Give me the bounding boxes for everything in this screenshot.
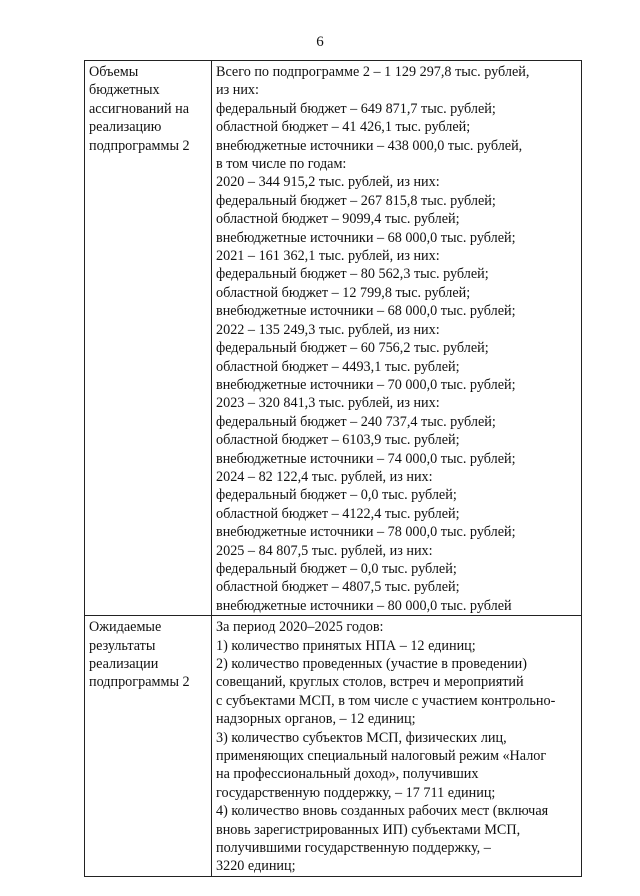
row-label-cell	[85, 616, 212, 877]
text-line: областной бюджет – 12 799,8 тыс. рублей;	[216, 284, 471, 301]
text-line: внебюджетные источники – 78 000,0 тыс. рублей;	[216, 524, 516, 541]
text-line: 2021 – 161 362,1 тыс. рублей, из них:	[216, 248, 440, 265]
row-label-line: реализации	[89, 656, 159, 672]
text-line: внебюджетные источники – 80 000,0 тыс. рублей	[216, 597, 512, 614]
text-line: внебюджетные источники – 438 000,0 тыс. рублей,	[216, 137, 523, 154]
text-line: внебюджетные источники – 74 000,0 тыс. рублей;	[216, 450, 516, 467]
text-line: на профессиональный доход», получивших	[216, 766, 479, 783]
row-label-line: реализацию	[89, 119, 162, 136]
text-line: 4) количество вновь созданных рабочих мест (включая	[216, 803, 549, 820]
text-line: областной бюджет – 6103,9 тыс. рублей;	[216, 432, 460, 449]
text-line: 3220 единиц;	[216, 858, 296, 875]
text-line: 3) количество субъектов МСП, физических лиц,	[216, 729, 507, 746]
text-line: областной бюджет – 4122,4 тыс. рублей;	[216, 505, 460, 522]
text-line: областной бюджет – 4807,5 тыс. рублей;	[216, 579, 460, 596]
text-line: За период 2020–2025 годов:	[216, 619, 384, 636]
text-line: 2020 – 344 915,2 тыс. рублей, из них:	[216, 174, 440, 191]
text-line: в том числе по годам:	[216, 156, 347, 173]
text-line: с субъектами МСП, в том числе с участием контрольно-	[216, 692, 556, 709]
subprogram-passport-table	[84, 60, 582, 877]
row-label-line: Объемы	[89, 64, 139, 80]
row-label-line: подпрограммы 2	[89, 137, 190, 154]
text-line: надзорных органов, – 12 единиц;	[216, 711, 416, 728]
text-line: государственную поддержку, – 17 711 единиц;	[216, 784, 496, 801]
results-content-cell	[212, 616, 582, 877]
row-label-line: результаты	[89, 637, 156, 654]
table-row-expected-results	[85, 616, 582, 877]
row-label-cell	[85, 61, 212, 616]
text-line: областной бюджет – 4493,1 тыс. рублей;	[216, 358, 460, 375]
text-line: 2025 – 84 807,5 тыс. рублей, из них:	[216, 542, 433, 559]
row-label-line: бюджетных	[89, 82, 160, 99]
text-line: вновь зарегистрированных ИП) субъектами МСП,	[216, 821, 521, 838]
text-line: федеральный бюджет – 0,0 тыс. рублей;	[216, 487, 457, 504]
text-line: 2024 – 82 122,4 тыс. рублей, из них:	[216, 468, 433, 485]
text-line: Всего по подпрограмме 2 – 1 129 297,8 тыс. рублей,	[216, 64, 530, 80]
text-line: совещаний, круглых столов, встреч и мероприятий	[216, 674, 524, 691]
row-label-line: подпрограммы 2	[89, 674, 190, 691]
table-row-budget-allocations	[85, 61, 582, 616]
text-line: областной бюджет – 41 426,1 тыс. рублей;	[216, 119, 471, 136]
row-label-line: Ожидаемые	[89, 619, 162, 636]
text-line: федеральный бюджет – 60 756,2 тыс. рублей;	[216, 340, 489, 357]
text-line: областной бюджет – 9099,4 тыс. рублей;	[216, 211, 460, 228]
text-line: федеральный бюджет – 0,0 тыс. рублей;	[216, 560, 457, 577]
text-line: 2) количество проведенных (участие в проведении)	[216, 656, 527, 672]
text-line: федеральный бюджет – 649 871,7 тыс. рублей;	[216, 100, 496, 117]
text-line: федеральный бюджет – 80 562,3 тыс. рублей;	[216, 266, 489, 283]
text-line: федеральный бюджет – 240 737,4 тыс. рублей;	[216, 413, 496, 430]
text-line: федеральный бюджет – 267 815,8 тыс. рублей;	[216, 192, 496, 209]
text-line: 2022 – 135 249,3 тыс. рублей, из них:	[216, 321, 440, 338]
text-line: получившими государственную поддержку, –	[216, 840, 491, 857]
budget-content-cell	[212, 61, 582, 616]
text-line: из них:	[216, 82, 259, 99]
text-line: внебюджетные источники – 68 000,0 тыс. рублей;	[216, 229, 516, 246]
text-line: внебюджетные источники – 68 000,0 тыс. рублей;	[216, 303, 516, 320]
row-label-line: ассигнований на	[89, 100, 190, 117]
text-line: 2023 – 320 841,3 тыс. рублей, из них:	[216, 395, 440, 412]
page-number: 6	[316, 34, 324, 50]
text-line: внебюджетные источники – 70 000,0 тыс. рублей;	[216, 376, 516, 393]
text-line: применяющих специальный налоговый режим «Налог	[216, 748, 547, 765]
text-line: 1) количество принятых НПА – 12 единиц;	[216, 637, 476, 654]
